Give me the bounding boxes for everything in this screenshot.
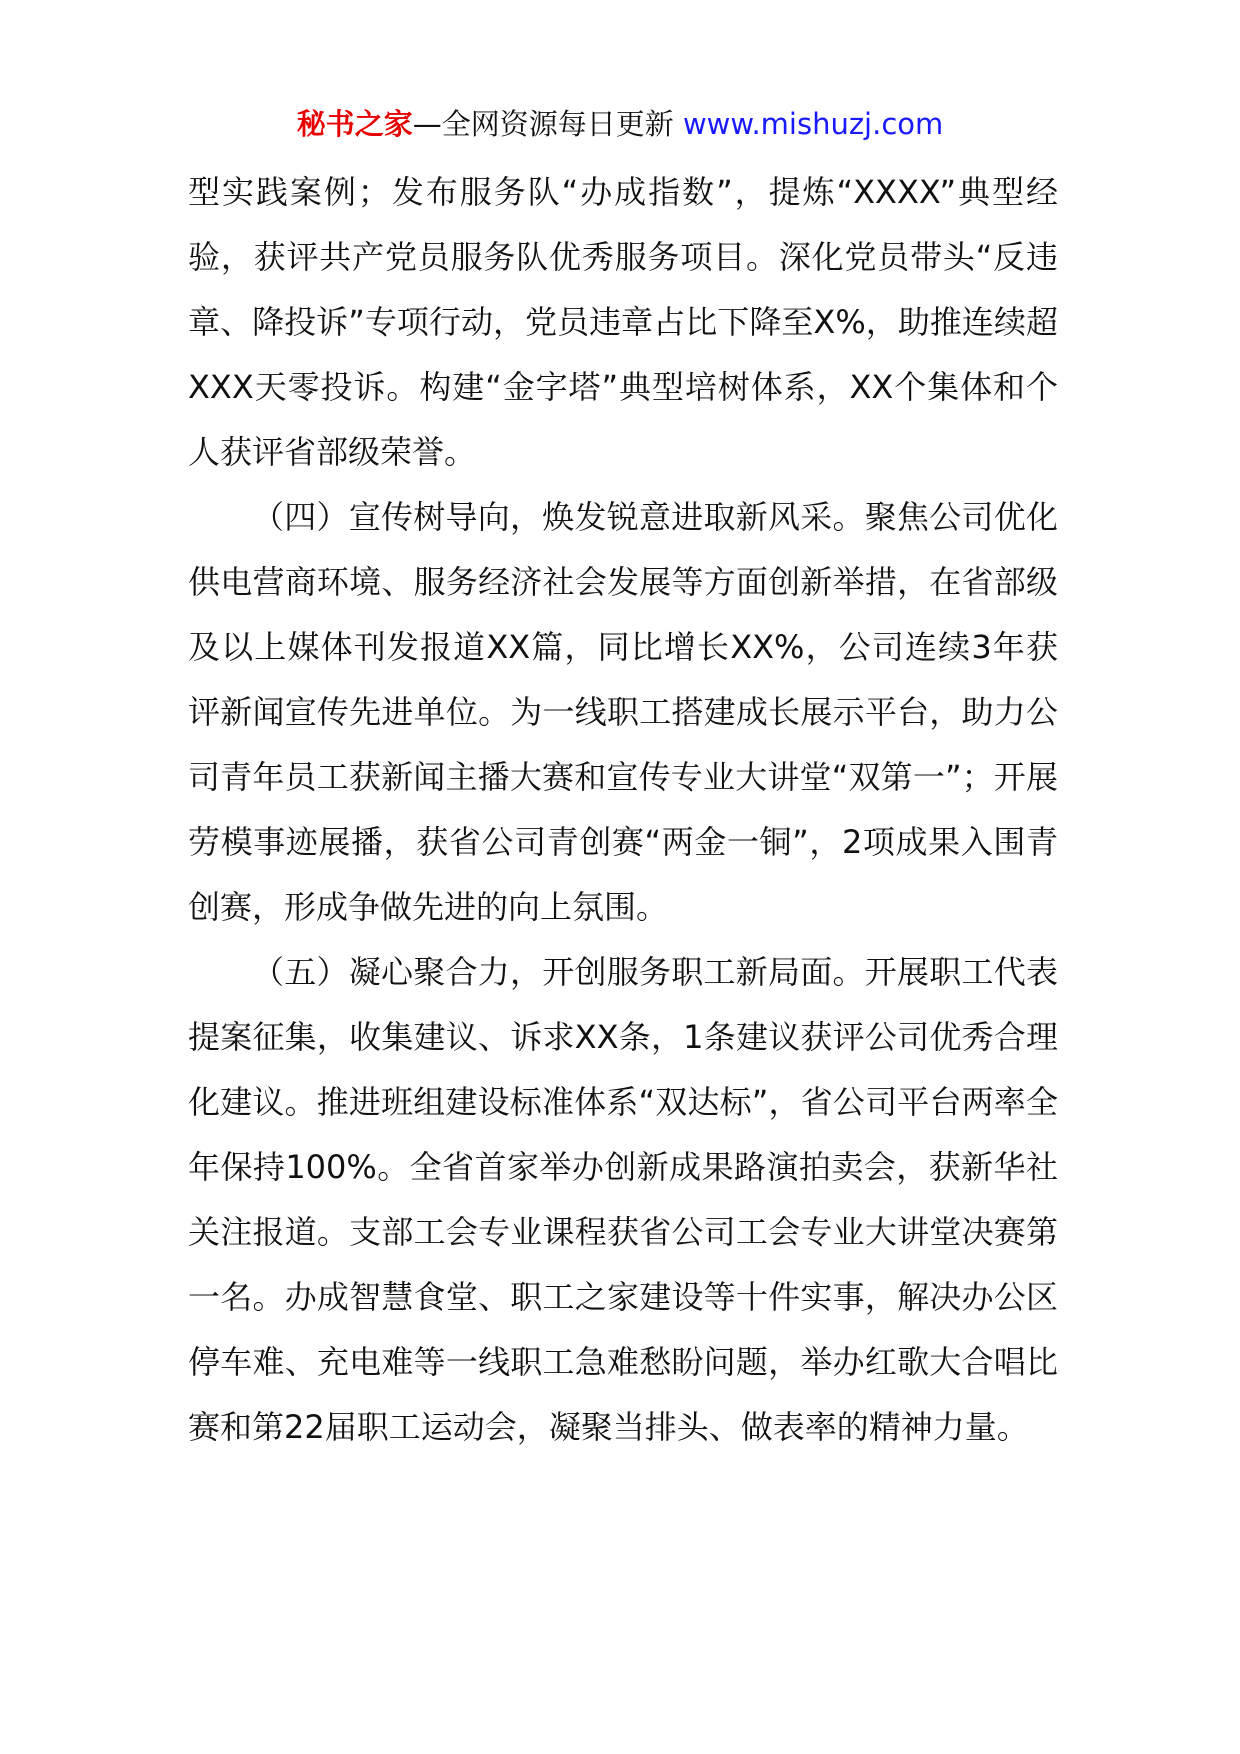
header-tagline: —全网资源每日更新 — [412, 107, 683, 141]
header-url-link[interactable]: www.mishuzj.com — [682, 107, 944, 141]
paragraph-section-five: （五）凝心聚合力，开创服务职工新局面。开展职工代表提案征集，收集建议、诉求XX条，1条建议获评公司优秀合理化建议。推进班组建设标准体系“双达标”，省公司平台两率全年保持100%。全省首家举办创新成果路演拍卖会，获新华社关注报道。支部工会专业课程获省公司工会专业大讲堂决赛第一名。办成智慧食堂、职工之家建设等十件实事，解决办公区停车难、充电难等一线职工急难愁盼问题，举办红歌大合唱比赛和第22届职工运动会，凝聚当排头、做表率的精神力量。 — [188, 953, 1058, 1446]
paragraph-section-four: （四）宣传树导向，焕发锐意进取新风采。聚焦公司优化供电营商环境、服务经济社会发展等方面创新举措，在省部级及以上媒体刊发报道XX篇，同比增长XX%，公司连续3年获评新闻宣传先进单位。为一线职工搭建成长展示平台，助力公司青年员工获新闻主播大赛和宣传专业大讲堂“双第一”；开展劳模事迹展播，获省公司青创赛“两金一铜”，2项成果入围青创赛，形成争做先进的向上氛围。 — [188, 498, 1058, 926]
paragraph-continued: 型实践案例；发布服务队“办成指数”，提炼“XXXX”典型经验，获评共产党员服务队优秀服务项目。深化党员带头“反违章、降投诉”专项行动，党员违章占比下降至X%，助推连续超XXX天零投诉。构建“金字塔”典型培树体系，XX个集体和个人获评省部级荣誉。 — [188, 173, 1058, 471]
page-header — [0, 102, 1240, 146]
document-body — [188, 160, 1058, 1460]
header-brand: 秘书之家 — [296, 107, 413, 141]
